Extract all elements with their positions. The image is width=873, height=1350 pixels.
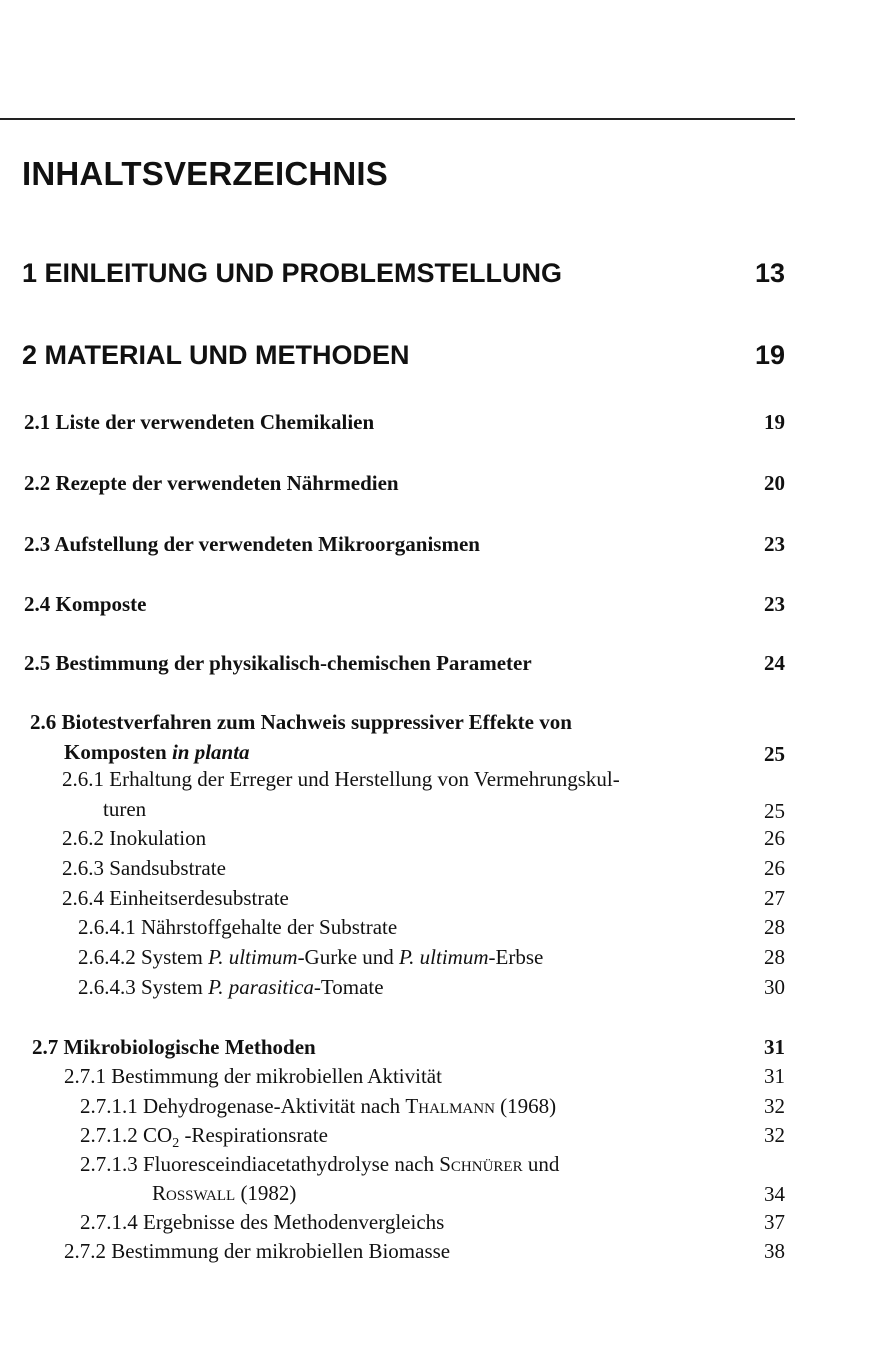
toc-label: 2.5 Bestimmung der physikalisch-chemischen Parameter xyxy=(24,651,532,675)
toc-page: 32 xyxy=(764,1094,785,1118)
toc-section-2-7[interactable] xyxy=(32,1035,785,1063)
toc-page: 38 xyxy=(764,1239,785,1263)
toc-page: 28 xyxy=(764,915,785,939)
subscript: 2 xyxy=(172,1136,180,1152)
toc-page: 34 xyxy=(764,1182,785,1206)
author-name: Schnürer xyxy=(439,1152,523,1176)
toc-section-2-6-line2[interactable] xyxy=(64,740,250,765)
author-name: Rosswall xyxy=(152,1181,236,1205)
toc-label xyxy=(80,1094,556,1119)
toc-label: 2.7 Mikrobiologische Methoden xyxy=(32,1035,316,1059)
toc-page: 26 xyxy=(764,856,785,880)
toc-page: 32 xyxy=(764,1123,785,1147)
toc-entry-2-7-1[interactable] xyxy=(64,1064,785,1092)
toc-label: 2.2 Rezepte der verwendeten Nährmedien xyxy=(24,471,399,495)
toc-text: und xyxy=(522,1152,560,1176)
toc-text: 2.7.1.2 CO xyxy=(80,1123,173,1147)
toc-section-2-5[interactable] xyxy=(24,651,785,679)
toc-entry-2-7-2[interactable] xyxy=(64,1239,785,1267)
toc-page: 28 xyxy=(764,945,785,969)
toc-page: 19 xyxy=(764,410,785,434)
toc-section-2-3[interactable] xyxy=(24,532,785,560)
toc-page: 30 xyxy=(764,975,785,999)
toc-page: 25 xyxy=(764,742,785,766)
toc-entry-2-6-1-line1[interactable]: 2.6.1 Erhaltung der Erreger und Herstellung von Vermehrungskul- xyxy=(62,767,620,791)
toc-text: 2.6.4.3 System xyxy=(78,975,209,999)
toc-label: 2.4 Komposte xyxy=(24,592,147,616)
toc-section-2-4[interactable] xyxy=(24,592,785,620)
toc-label: 2.7.1.4 Ergebnisse des Methodenvergleichs xyxy=(80,1210,445,1234)
toc-page: 20 xyxy=(764,471,785,495)
toc-label: 2.1 Liste der verwendeten Chemikalien xyxy=(24,410,375,434)
toc-label: 2.6.4 Einheitserdesubstrate xyxy=(62,886,289,910)
toc-label: 2.6.3 Sandsubstrate xyxy=(62,856,226,880)
toc-label xyxy=(78,945,543,970)
toc-section-2-1[interactable] xyxy=(24,410,785,438)
toc-entry-2-6-4-3[interactable] xyxy=(78,975,785,1003)
toc-page: 31 xyxy=(764,1035,785,1059)
toc-page: 19 xyxy=(754,340,785,370)
toc-entry-2-7-1-4[interactable] xyxy=(80,1210,785,1238)
toc-page: 31 xyxy=(764,1064,785,1088)
toc-page: 13 xyxy=(754,258,785,288)
toc-chapter-1[interactable] xyxy=(22,258,785,290)
toc-section-2-6-line1[interactable]: 2.6 Biotestverfahren zum Nachweis suppressiver Effekte von xyxy=(30,710,572,734)
toc-entry-2-6-4-1[interactable] xyxy=(78,915,785,943)
toc-label: 2.3 Aufstellung der verwendeten Mikroorganismen xyxy=(24,532,480,556)
toc-text-italic: in planta xyxy=(171,740,250,764)
toc-label xyxy=(80,1123,328,1152)
toc-text: -Respirationsrate xyxy=(179,1123,328,1147)
toc-page: 37 xyxy=(764,1210,785,1234)
toc-page: 26 xyxy=(764,826,785,850)
toc-label: 2.7.2 Bestimmung der mikrobiellen Biomasse xyxy=(64,1239,451,1263)
toc-label: 1 EINLEITUNG UND PROBLEMSTELLUNG xyxy=(22,258,563,288)
toc-entry-2-7-1-2[interactable] xyxy=(80,1123,785,1151)
toc-text: 2.7.1.1 Dehydrogenase-Aktivität nach xyxy=(80,1094,406,1118)
header-rule xyxy=(0,118,795,120)
toc-entry-2-6-3[interactable] xyxy=(62,856,785,884)
toc-entry-2-7-1-3-line2[interactable] xyxy=(152,1181,296,1206)
toc-text-italic: P. ultimum xyxy=(399,945,489,969)
toc-entry-2-6-4[interactable] xyxy=(62,886,785,914)
page-title: INHALTSVERZEICHNIS xyxy=(22,155,389,192)
toc-text: -Erbse xyxy=(488,945,544,969)
toc-entry-2-6-4-2[interactable] xyxy=(78,945,785,973)
toc-text-italic: P. ultimum xyxy=(208,945,298,969)
toc-text: 2.7.1.3 Fluoresceindiacetathydrolyse nach xyxy=(80,1152,440,1176)
toc-text: (1982) xyxy=(235,1181,297,1205)
author-name: Thalmann xyxy=(405,1094,495,1118)
toc-text-italic: P. parasitica xyxy=(208,975,314,999)
toc-page: 23 xyxy=(764,532,785,556)
toc-entry-2-7-1-3-line1[interactable] xyxy=(80,1152,559,1177)
toc-entry-2-7-1-1[interactable] xyxy=(80,1094,785,1122)
toc-entry-2-6-2[interactable] xyxy=(62,826,785,854)
toc-label: 2.7.1 Bestimmung der mikrobiellen Aktivität xyxy=(64,1064,442,1088)
toc-text: -Gurke und xyxy=(297,945,400,969)
toc-page: 25 xyxy=(764,799,785,823)
toc-text: -Tomate xyxy=(313,975,384,999)
toc-text: Komposten xyxy=(64,740,172,764)
toc-section-2-2[interactable] xyxy=(24,471,785,499)
toc-entry-2-6-1-line2[interactable]: turen xyxy=(103,797,147,821)
toc-label: 2.6.4.1 Nährstoffgehalte der Substrate xyxy=(78,915,398,939)
toc-page: 23 xyxy=(764,592,785,616)
toc-label: 2 MATERIAL UND METHODEN xyxy=(22,340,410,370)
toc-label: 2.6.2 Inokulation xyxy=(62,826,207,850)
toc-label xyxy=(78,975,384,1000)
toc-text: (1968) xyxy=(494,1094,557,1118)
toc-chapter-2[interactable] xyxy=(22,340,785,372)
toc-page: 27 xyxy=(764,886,785,910)
toc-page: 24 xyxy=(764,651,785,675)
toc-text: 2.6.4.2 System xyxy=(78,945,209,969)
